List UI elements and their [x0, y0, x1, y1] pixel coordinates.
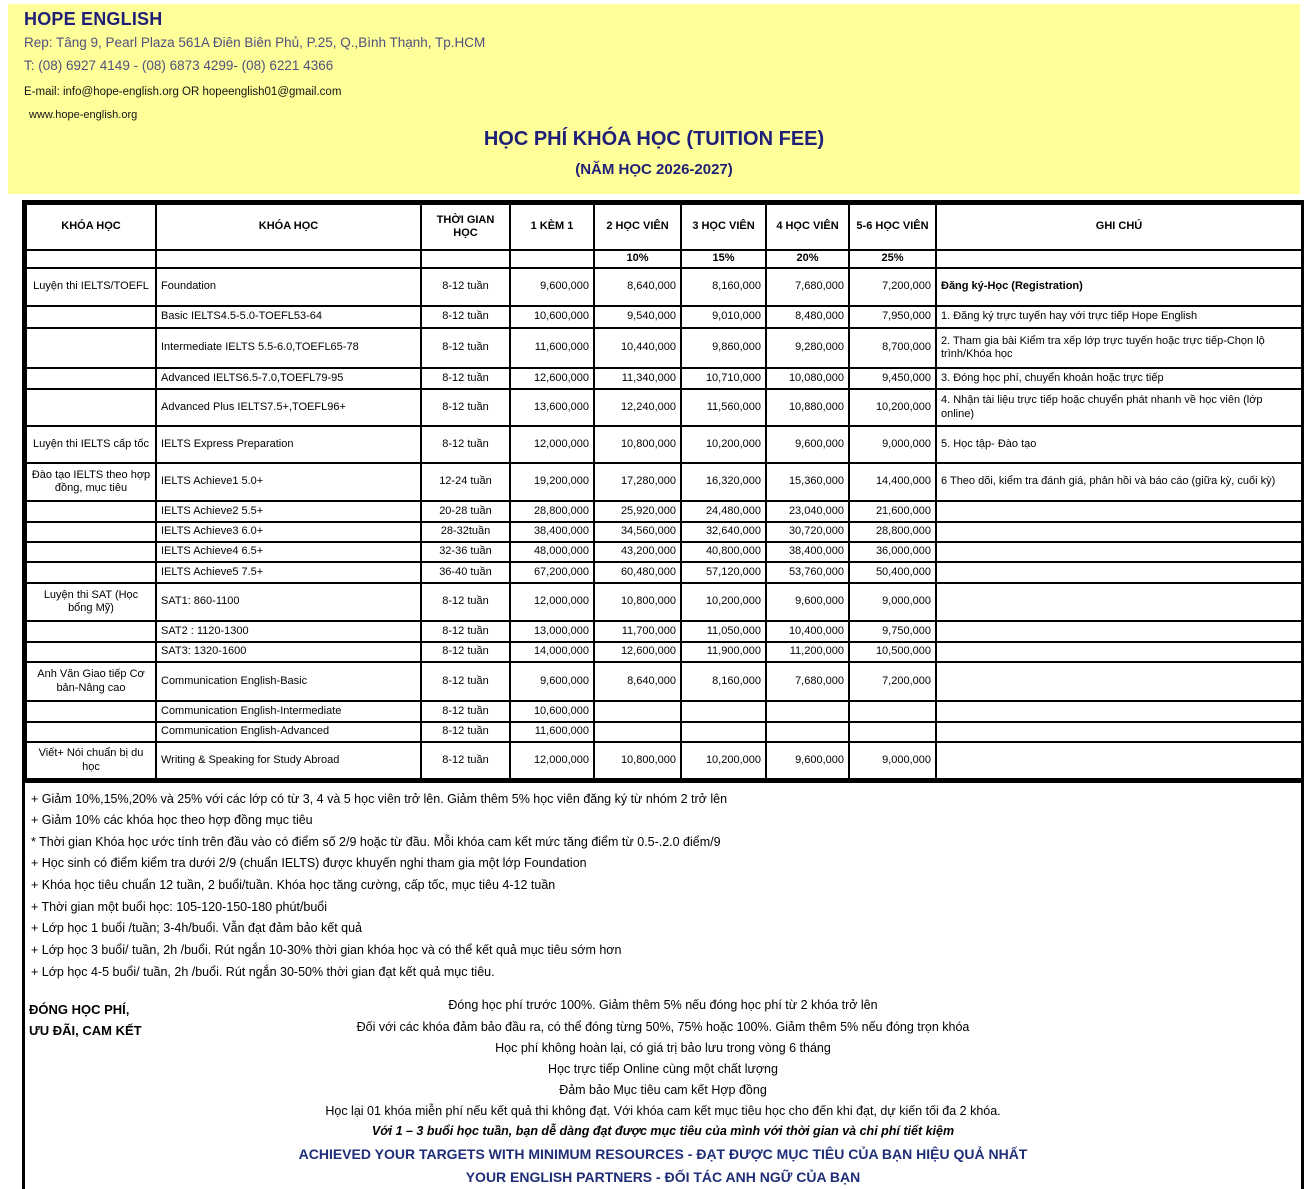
price-cell: 10,400,000	[766, 621, 849, 642]
table-row	[26, 389, 1302, 426]
column-header: 3 HỌC VIÊN	[681, 204, 766, 250]
course-name-cell: Foundation	[156, 268, 421, 306]
price-cell: 17,280,000	[594, 463, 681, 501]
note-cell	[936, 562, 1302, 583]
price-cell: 9,860,000	[681, 328, 766, 368]
duration-cell: 32-36 tuần	[421, 542, 510, 562]
price-cell: 13,000,000	[510, 621, 594, 642]
payment-line: Học lại 01 khóa miễn phí nếu kết quả thi không đạt. Với khóa cam kết mục tiêu học cho đến khi đạt, dự kiến tối đa 2 khóa.	[325, 1103, 1001, 1118]
table-row	[26, 522, 1302, 542]
column-header: KHÓA HỌC	[26, 204, 156, 250]
duration-cell: 8-12 tuần	[421, 583, 510, 621]
table-row	[26, 562, 1302, 583]
price-cell: 24,480,000	[681, 501, 766, 522]
price-cell: 67,200,000	[510, 562, 594, 583]
price-cell: 10,440,000	[594, 328, 681, 368]
price-cell: 9,600,000	[510, 662, 594, 701]
note-cell: 6 Theo dõi, kiểm tra đánh giá, phản hồi và báo cáo (giữa kỳ, cuối kỳ)	[936, 463, 1302, 501]
note-line: + Thời gian một buổi học: 105-120-150-180 phút/buổi	[31, 899, 328, 914]
course-group-cell: Luyện thi SAT (Học bổng Mỹ)	[26, 583, 156, 621]
price-cell	[849, 701, 936, 722]
table-row	[26, 306, 1302, 328]
table-row	[26, 642, 1302, 662]
note-line: * Thời gian Khóa học ước tính trên đầu vào có điểm số 2/9 hoặc từ đầu. Mỗi khóa cam kết mức tăng điểm từ 0.5-.2.0 điểm/9	[31, 834, 721, 849]
header-row	[26, 204, 1302, 250]
price-cell: 10,200,000	[681, 742, 766, 779]
price-cell: 8,480,000	[766, 306, 849, 328]
table-row	[26, 426, 1302, 463]
page-title: HỌC PHÍ KHÓA HỌC (TUITION FEE)	[483, 128, 825, 150]
discount-row	[26, 250, 1302, 268]
note-cell: Đăng ký-Học (Registration)	[936, 268, 1302, 306]
payment-line: Đóng học phí trước 100%. Giảm thêm 5% nếu đóng học phí từ 2 khóa trở lên	[448, 998, 878, 1013]
price-cell: 10,200,000	[681, 426, 766, 463]
note-line: + Khóa học tiêu chuẩn 12 tuần, 2 buổi/tuần. Khóa học tăng cường, cấp tốc, mục tiêu 4-12 tuần	[31, 878, 556, 892]
note-line: + Lớp học 1 buổi /tuần; 3-4h/buổi. Vẫn đạt đảm bảo kết quả	[31, 921, 363, 936]
price-cell: 7,950,000	[849, 306, 936, 328]
duration-cell: 8-12 tuần	[421, 306, 510, 328]
duration-cell: 8-12 tuần	[421, 368, 510, 389]
price-cell: 7,680,000	[766, 662, 849, 701]
price-cell: 9,600,000	[766, 742, 849, 779]
note-cell	[936, 621, 1302, 642]
note-line: + Lớp học 3 buổi/ tuần, 2h /buổi. Rút ngắn 10-30% thời gian khóa học và có thể kết quả mục tiêu sớm hơn	[31, 942, 622, 957]
table-row	[26, 621, 1302, 642]
company-website: www.hope-english.org	[29, 109, 138, 121]
discount-cell: 15%	[681, 250, 766, 268]
price-cell: 48,000,000	[510, 542, 594, 562]
price-cell: 9,000,000	[849, 583, 936, 621]
price-cell	[594, 722, 681, 742]
course-group-cell	[26, 562, 156, 583]
note-cell	[936, 542, 1302, 562]
company-name: HOPE ENGLISH	[24, 9, 163, 29]
duration-cell: 28-32tuần	[421, 522, 510, 542]
course-group-cell: Luyện thi IELTS cấp tốc	[26, 426, 156, 463]
course-group-cell	[26, 306, 156, 328]
company-address: Rep: Tâng 9, Pearl Plaza 561A Điên Biên Phủ, P.25, Q.,Bình Thạnh, Tp.HCM	[24, 35, 486, 50]
slogan-line2: YOUR ENGLISH PARTNERS - ĐỐI TÁC ANH NGỮ CỦA BẠN	[465, 1168, 861, 1185]
price-cell: 8,640,000	[594, 662, 681, 701]
duration-cell: 8-12 tuần	[421, 426, 510, 463]
price-cell: 32,640,000	[681, 522, 766, 542]
price-cell: 12,000,000	[510, 742, 594, 779]
table-row	[26, 662, 1302, 701]
payment-section	[25, 989, 1301, 1143]
column-header: 1 KÈM 1	[510, 204, 594, 250]
course-name-cell: Communication English-Advanced	[156, 722, 421, 742]
price-cell: 30,720,000	[766, 522, 849, 542]
course-name-cell: Intermediate IELTS 5.5-6.0,TOEFL65-78	[156, 328, 421, 368]
column-header: THỜI GIAN HỌC	[421, 204, 510, 250]
course-group-cell	[26, 621, 156, 642]
duration-cell: 8-12 tuần	[421, 642, 510, 662]
price-cell: 10,880,000	[766, 389, 849, 426]
price-cell: 60,480,000	[594, 562, 681, 583]
column-header: 5-6 HỌC VIÊN	[849, 204, 936, 250]
price-cell: 19,200,000	[510, 463, 594, 501]
price-cell: 15,360,000	[766, 463, 849, 501]
price-cell: 12,600,000	[594, 642, 681, 662]
note-cell	[936, 583, 1302, 621]
price-cell: 9,450,000	[849, 368, 936, 389]
duration-cell: 20-28 tuần	[421, 501, 510, 522]
price-cell: 28,800,000	[510, 501, 594, 522]
duration-cell: 8-12 tuần	[421, 621, 510, 642]
price-cell: 9,000,000	[849, 742, 936, 779]
note-cell	[936, 662, 1302, 701]
price-cell	[681, 722, 766, 742]
course-group-cell: Luyện thi IELTS/TOEFL	[26, 268, 156, 306]
price-cell	[681, 701, 766, 722]
price-cell: 10,800,000	[594, 426, 681, 463]
column-header: GHI CHÚ	[936, 204, 1302, 250]
course-name-cell: IELTS Achieve2 5.5+	[156, 501, 421, 522]
table-row	[26, 328, 1302, 368]
note-cell	[936, 722, 1302, 742]
price-cell: 10,600,000	[510, 306, 594, 328]
duration-cell: 12-24 tuần	[421, 463, 510, 501]
price-cell: 40,800,000	[681, 542, 766, 562]
price-cell: 21,600,000	[849, 501, 936, 522]
course-group-cell	[26, 701, 156, 722]
course-name-cell: IELTS Express Preparation	[156, 426, 421, 463]
price-cell: 14,400,000	[849, 463, 936, 501]
table-row	[26, 583, 1302, 621]
course-group-cell	[26, 368, 156, 389]
price-cell	[594, 701, 681, 722]
note-cell: 5. Học tập- Đào tạo	[936, 426, 1302, 463]
price-cell: 14,000,000	[510, 642, 594, 662]
table-row	[26, 542, 1302, 562]
course-name-cell: IELTS Achieve4 6.5+	[156, 542, 421, 562]
course-group-cell	[26, 522, 156, 542]
general-notes	[25, 780, 1301, 989]
header-band	[8, 4, 1300, 194]
table-row	[26, 463, 1302, 501]
price-cell: 11,700,000	[594, 621, 681, 642]
discount-cell	[936, 250, 1302, 268]
price-cell	[766, 701, 849, 722]
table-row	[26, 268, 1302, 306]
price-cell: 57,120,000	[681, 562, 766, 583]
company-email: E-mail: info@hope-english.org OR hopeenglish01@gmail.com	[24, 86, 342, 98]
price-cell: 12,000,000	[510, 583, 594, 621]
duration-cell: 8-12 tuần	[421, 722, 510, 742]
price-cell: 38,400,000	[510, 522, 594, 542]
duration-cell: 8-12 tuần	[421, 268, 510, 306]
price-cell: 11,560,000	[681, 389, 766, 426]
course-group-cell	[26, 722, 156, 742]
column-header: 2 HỌC VIÊN	[594, 204, 681, 250]
discount-cell	[26, 250, 156, 268]
price-cell: 11,900,000	[681, 642, 766, 662]
price-cell: 11,200,000	[766, 642, 849, 662]
course-group-cell	[26, 642, 156, 662]
note-cell: 2. Tham gia bài Kiểm tra xếp lớp trực tuyến hoặc trực tiếp-Chọn lộ trình/Khóa học	[936, 328, 1302, 368]
slogan-section	[25, 1142, 1301, 1189]
note-cell	[936, 742, 1302, 779]
column-header: 4 HỌC VIÊN	[766, 204, 849, 250]
note-cell: 1. Đăng ký trực tuyến hay với trực tiếp Hope English	[936, 306, 1302, 328]
course-group-cell: Đào tạo IELTS theo hợp đồng, mục tiêu	[26, 463, 156, 501]
price-cell: 34,560,000	[594, 522, 681, 542]
payment-line: Đối với các khóa đảm bảo đầu ra, có thể đóng từng 50%, 75% hoặc 100%. Giảm thêm 5% nếu đóng trọn khóa	[356, 1019, 970, 1034]
course-name-cell: Advanced Plus IELTS7.5+,TOEFL96+	[156, 389, 421, 426]
course-name-cell: IELTS Achieve3 6.0+	[156, 522, 421, 542]
price-cell	[849, 722, 936, 742]
course-name-cell: Basic IELTS4.5-5.0-TOEFL53-64	[156, 306, 421, 328]
course-group-cell	[26, 542, 156, 562]
price-cell: 10,710,000	[681, 368, 766, 389]
duration-cell: 8-12 tuần	[421, 389, 510, 426]
price-cell: 9,600,000	[766, 583, 849, 621]
price-cell: 9,540,000	[594, 306, 681, 328]
price-cell: 12,240,000	[594, 389, 681, 426]
course-name-cell: Writing & Speaking for Study Abroad	[156, 742, 421, 779]
duration-cell: 8-12 tuần	[421, 742, 510, 779]
course-name-cell: Communication English-Intermediate	[156, 701, 421, 722]
duration-cell: 8-12 tuần	[421, 701, 510, 722]
payment-emphasis-line: Với 1 – 3 buổi học tuần, bạn dễ dàng đạt được mục tiêu của mình với thời gian và chi phí tiết kiệm	[371, 1124, 955, 1139]
note-cell: 4. Nhận tài liệu trực tiếp hoặc chuyển phát nhanh về học viên (lớp online)	[936, 389, 1302, 426]
price-cell: 10,800,000	[594, 583, 681, 621]
price-cell: 8,160,000	[681, 268, 766, 306]
price-cell: 10,080,000	[766, 368, 849, 389]
page-subtitle: (NĂM HỌC 2026-2027)	[575, 161, 733, 178]
note-cell: 3. Đóng học phí, chuyển khoản hoặc trực tiếp	[936, 368, 1302, 389]
note-cell	[936, 701, 1302, 722]
discount-cell	[156, 250, 421, 268]
price-cell: 7,200,000	[849, 662, 936, 701]
price-cell: 11,050,000	[681, 621, 766, 642]
note-cell	[936, 501, 1302, 522]
price-cell: 13,600,000	[510, 389, 594, 426]
note-line: + Giảm 10%,15%,20% và 25% với các lớp có từ 3, 4 và 5 học viên trở lên. Giảm thêm 5% học viên đăng ký từ nhóm 2 trở lên	[31, 791, 728, 806]
price-cell: 12,000,000	[510, 426, 594, 463]
discount-cell: 25%	[849, 250, 936, 268]
discount-cell	[510, 250, 594, 268]
course-name-cell: SAT2 : 1120-1300	[156, 621, 421, 642]
price-cell: 8,700,000	[849, 328, 936, 368]
slogan-line1: ACHIEVED YOUR TARGETS WITH MINIMUM RESOURCES - ĐẠT ĐƯỢC MỤC TIÊU CỦA BẠN HIỆU QUẢ NHẤT	[298, 1146, 1028, 1163]
price-cell: 11,600,000	[510, 722, 594, 742]
price-cell: 23,040,000	[766, 501, 849, 522]
discount-cell: 20%	[766, 250, 849, 268]
course-group-cell	[26, 328, 156, 368]
note-line: + Giảm 10% các khóa học theo hợp đồng mục tiêu	[31, 813, 313, 828]
column-header: KHÓA HỌC	[156, 204, 421, 250]
price-cell: 10,500,000	[849, 642, 936, 662]
price-cell: 38,400,000	[766, 542, 849, 562]
price-cell: 9,600,000	[766, 426, 849, 463]
payment-label-line2: ƯU ĐÃI, CAM KẾT	[29, 1023, 142, 1039]
course-name-cell: IELTS Achieve5 7.5+	[156, 562, 421, 583]
payment-label-line1: ĐÓNG HỌC PHÍ,	[29, 1001, 130, 1017]
price-cell: 25,920,000	[594, 501, 681, 522]
table-row	[26, 701, 1302, 722]
table-row	[26, 501, 1302, 522]
price-cell: 9,010,000	[681, 306, 766, 328]
price-cell: 11,600,000	[510, 328, 594, 368]
duration-cell: 8-12 tuần	[421, 328, 510, 368]
discount-cell	[421, 250, 510, 268]
table-row	[26, 742, 1302, 779]
price-cell: 8,640,000	[594, 268, 681, 306]
course-name-cell: Communication English-Basic	[156, 662, 421, 701]
price-cell: 28,800,000	[849, 522, 936, 542]
course-name-cell: IELTS Achieve1 5.0+	[156, 463, 421, 501]
duration-cell: 8-12 tuần	[421, 662, 510, 701]
fee-table	[25, 203, 1303, 780]
course-group-cell	[26, 389, 156, 426]
price-cell	[766, 722, 849, 742]
price-cell: 10,200,000	[849, 389, 936, 426]
price-cell: 7,200,000	[849, 268, 936, 306]
price-cell: 10,600,000	[510, 701, 594, 722]
course-group-cell: Viết+ Nói chuẩn bị du học	[26, 742, 156, 779]
price-cell: 11,340,000	[594, 368, 681, 389]
table-row	[26, 722, 1302, 742]
note-line: + Lớp học 4-5 buổi/ tuần, 2h /buổi. Rút ngắn 30-50% thời gian đạt kết quả mục tiêu.	[31, 964, 495, 979]
payment-line: Học trực tiếp Online cùng một chất lượng	[548, 1061, 778, 1076]
fee-table-container	[22, 200, 1304, 1189]
price-cell: 36,000,000	[849, 542, 936, 562]
course-group-cell: Anh Văn Giao tiếp Cơ bản-Nâng cao	[26, 662, 156, 701]
note-line: + Học sinh có điểm kiểm tra dưới 2/9 (chuẩn IELTS) được khuyến nghi tham gia một lớp Foundation	[31, 856, 587, 871]
duration-cell: 36-40 tuần	[421, 562, 510, 583]
table-row	[26, 368, 1302, 389]
payment-line: Học phí không hoàn lại, có giá trị bảo lưu trong vòng 6 tháng	[495, 1040, 831, 1055]
price-cell: 12,600,000	[510, 368, 594, 389]
course-group-cell	[26, 501, 156, 522]
price-cell: 10,800,000	[594, 742, 681, 779]
payment-label	[29, 999, 142, 1042]
price-cell: 9,600,000	[510, 268, 594, 306]
note-cell	[936, 522, 1302, 542]
price-cell: 7,680,000	[766, 268, 849, 306]
company-phone: T: (08) 6927 4149 - (08) 6873 4299- (08) 6221 4366	[24, 58, 334, 73]
course-name-cell: SAT1: 860-1100	[156, 583, 421, 621]
course-name-cell: Advanced IELTS6.5-7.0,TOEFL79-95	[156, 368, 421, 389]
price-cell: 53,760,000	[766, 562, 849, 583]
price-cell: 50,400,000	[849, 562, 936, 583]
note-cell	[936, 642, 1302, 662]
discount-cell: 10%	[594, 250, 681, 268]
price-cell: 10,200,000	[681, 583, 766, 621]
course-name-cell: SAT3: 1320-1600	[156, 642, 421, 662]
price-cell: 16,320,000	[681, 463, 766, 501]
price-cell: 8,160,000	[681, 662, 766, 701]
price-cell: 9,750,000	[849, 621, 936, 642]
price-cell: 43,200,000	[594, 542, 681, 562]
price-cell: 9,000,000	[849, 426, 936, 463]
payment-line: Đảm bảo Mục tiêu cam kết Hợp đồng	[559, 1082, 767, 1097]
price-cell: 9,280,000	[766, 328, 849, 368]
